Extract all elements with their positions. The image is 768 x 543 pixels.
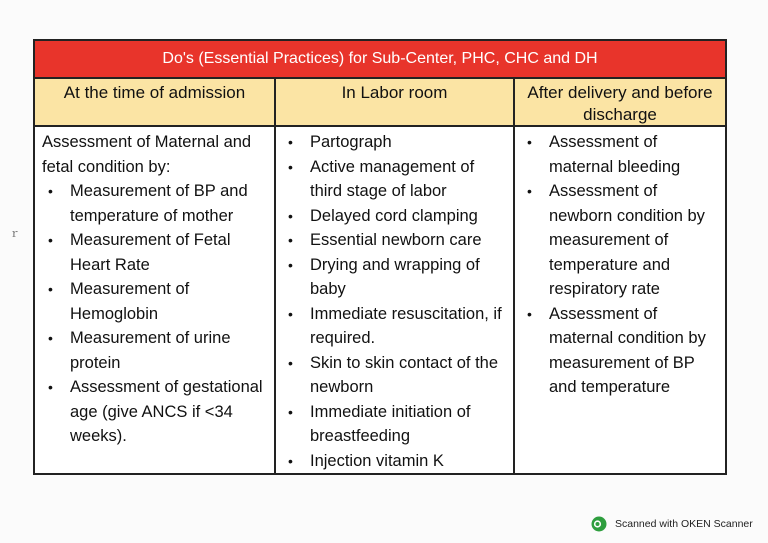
labor-room-list: [276, 127, 513, 473]
column-headers: [35, 79, 725, 127]
list-item: • Assessment of maternal bleeding: [515, 130, 725, 179]
list-item: • Injection vitamin K: [276, 449, 513, 474]
list-item: • Essential newborn care: [276, 228, 513, 253]
list-item: • Immediate initiation of breastfeeding: [276, 400, 513, 449]
list-item: • Delayed cord clamping: [276, 204, 513, 229]
list-item: • Immediate resuscitation, if required.: [276, 302, 513, 351]
admission-intro: Assessment of Maternal and fetal condition by:: [42, 133, 252, 176]
list-item: • Measurement of Hemoglobin: [35, 277, 274, 326]
column-after-delivery: [513, 127, 725, 473]
list-item: • Assessment of maternal condition by measurement of BP and temperature: [515, 302, 725, 400]
practices-table: [33, 39, 727, 475]
list-item: • Measurement of urine protein: [35, 326, 274, 375]
column-admission: [35, 127, 274, 473]
scanner-footer: [591, 516, 753, 532]
table-title: Do's (Essential Practices) for Sub-Center, PHC, CHC and DH: [35, 41, 725, 79]
list-item: • Measurement of BP and temperature of mother: [35, 179, 274, 228]
table-body: [35, 127, 725, 473]
admission-list: [35, 179, 274, 449]
list-item: • Measurement of Fetal Heart Rate: [35, 228, 274, 277]
list-item: • Partograph: [276, 130, 513, 155]
after-delivery-list: [515, 127, 725, 400]
scanner-logo-icon: [591, 516, 607, 532]
header-labor-room: In Labor room: [274, 79, 513, 125]
header-after-delivery: After delivery and before discharge: [513, 79, 725, 125]
scan-mark: ｒ: [9, 228, 20, 240]
list-item: • Active management of third stage of labor: [276, 155, 513, 204]
column-labor-room: [274, 127, 513, 473]
header-admission: At the time of admission: [63, 83, 246, 102]
list-item: • Drying and wrapping of baby: [276, 253, 513, 302]
list-item: • Skin to skin contact of the newborn: [276, 351, 513, 400]
list-item: • Assessment of gestational age (give ANCS if <34 weeks).: [35, 375, 274, 449]
scanner-footer-text: Scanned with OKEN Scanner: [615, 518, 753, 530]
list-item: • Assessment of newborn condition by measurement of temperature and respiratory rate: [515, 179, 725, 302]
